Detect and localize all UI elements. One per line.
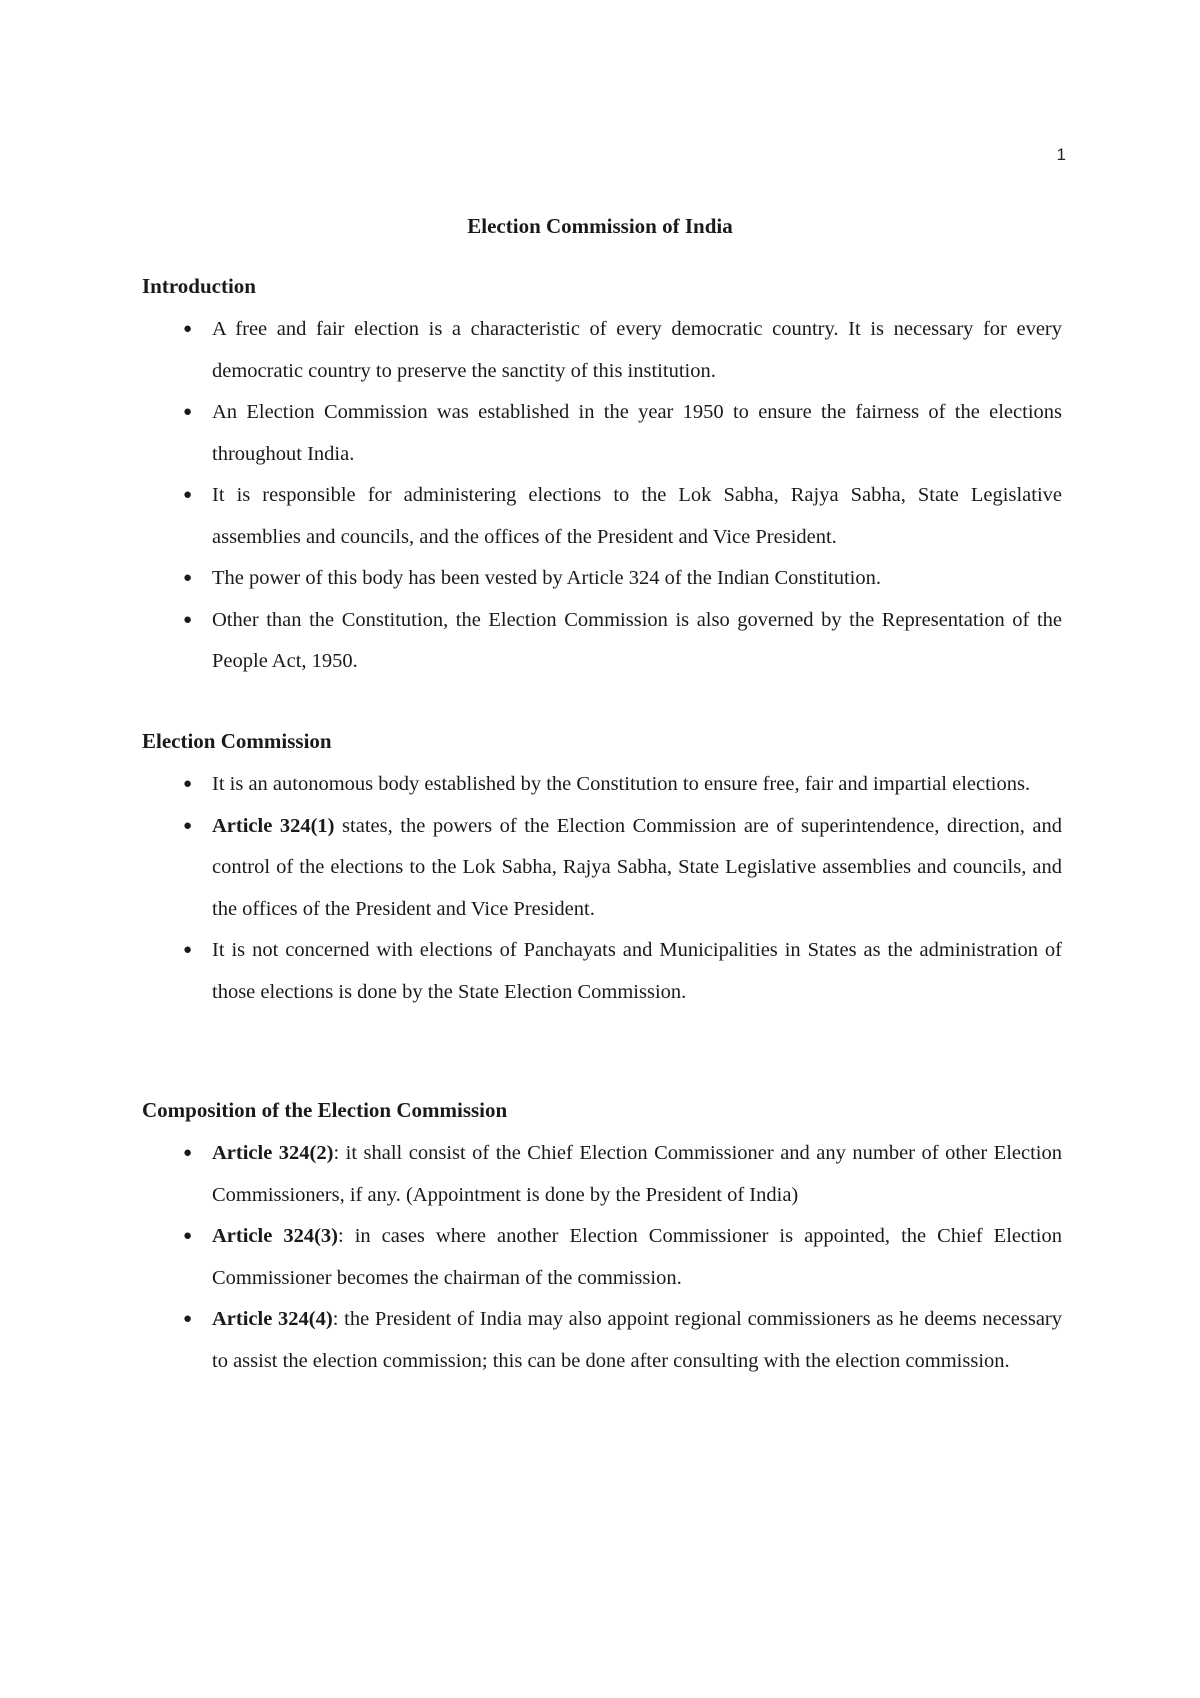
item-text: It is responsible for administering elections to the Lok Sabha, Rajya Sabha, State Legislative assemblies and councils, and the offices of the President and Vice President. [212, 484, 1062, 548]
bullet-icon: ● [183, 570, 193, 586]
list-item [142, 1216, 1062, 1299]
list-item [142, 475, 1062, 558]
section-heading: Election Commission [142, 729, 332, 753]
bullet-list [142, 309, 1062, 683]
bullet-icon: ● [183, 487, 193, 503]
item-text: : it shall consist of the Chief Election Commissioner and any number of other Election Commissioners, if any. (Appointment is done by the President of India) [212, 1142, 1062, 1206]
list-item [142, 600, 1062, 683]
list-item [142, 1299, 1062, 1382]
bullet-icon: ● [183, 404, 193, 420]
item-text: It is not concerned with elections of Panchayats and Municipalities in States as the administration of those elections is done by the State Election Commission. [212, 939, 1062, 1003]
list-item [142, 558, 1062, 600]
item-text: It is an autonomous body established by the Constitution to ensure free, fair and impartial elections. [212, 773, 1031, 795]
article-reference: Article 324(4) [212, 1308, 333, 1330]
list-item [142, 806, 1062, 931]
section-heading: Composition of the Election Commission [142, 1098, 508, 1122]
section-election-commission [142, 727, 1062, 1013]
item-text: states, the powers of the Election Commission are of superintendence, direction, and control of the elections to the Lok Sabha, Rajya Sabha, State Legislative assemblies and councils, and the offices of the President and Vice President. [212, 814, 1062, 920]
bullet-icon: ● [183, 942, 193, 958]
article-reference: Article 324(2) [212, 1142, 334, 1164]
bullet-icon: ● [183, 321, 193, 337]
bullet-list [142, 764, 1062, 1013]
item-text: : in cases where another Election Commissioner is appointed, the Chief Election Commissioner becomes the chairman of the commission. [212, 1225, 1062, 1289]
bullet-icon: ● [183, 611, 193, 628]
list-item [142, 392, 1062, 475]
page-number: 1 [1056, 145, 1066, 164]
list-item [142, 309, 1062, 392]
document-title: Election Commission of India [467, 214, 733, 238]
section-introduction [142, 272, 1062, 683]
list-item [142, 930, 1062, 1013]
item-text: An Election Commission was established in the year 1950 to ensure the fairness of the elections throughout India. [212, 401, 1062, 465]
bullet-icon: ● [183, 776, 193, 792]
bullet-list [142, 1133, 1062, 1382]
bullet-icon: ● [183, 817, 193, 834]
bullet-icon: ● [183, 1311, 193, 1327]
item-text: A free and fair election is a characteristic of every democratic country. It is necessary for every democratic country to preserve the sanctity of this institution. [212, 318, 1062, 382]
section-composition [142, 1096, 1062, 1382]
item-text: Other than the Constitution, the Election Commission is also governed by the Representation of the People Act, 1950. [212, 608, 1062, 672]
article-reference: Article 324(3) [212, 1225, 338, 1247]
bullet-icon: ● [183, 1145, 193, 1161]
section-heading: Introduction [142, 274, 256, 298]
item-text: : the President of India may also appoint regional commissioners as he deems necessary to assist the election commission; this can be done after consulting with the election commission. [212, 1308, 1062, 1372]
item-text: The power of this body has been vested by Article 324 of the Indian Constitution. [212, 567, 881, 589]
list-item [142, 1133, 1062, 1216]
list-item [142, 764, 1062, 806]
article-reference: Article 324(1) [212, 814, 335, 837]
bullet-icon: ● [183, 1228, 193, 1244]
